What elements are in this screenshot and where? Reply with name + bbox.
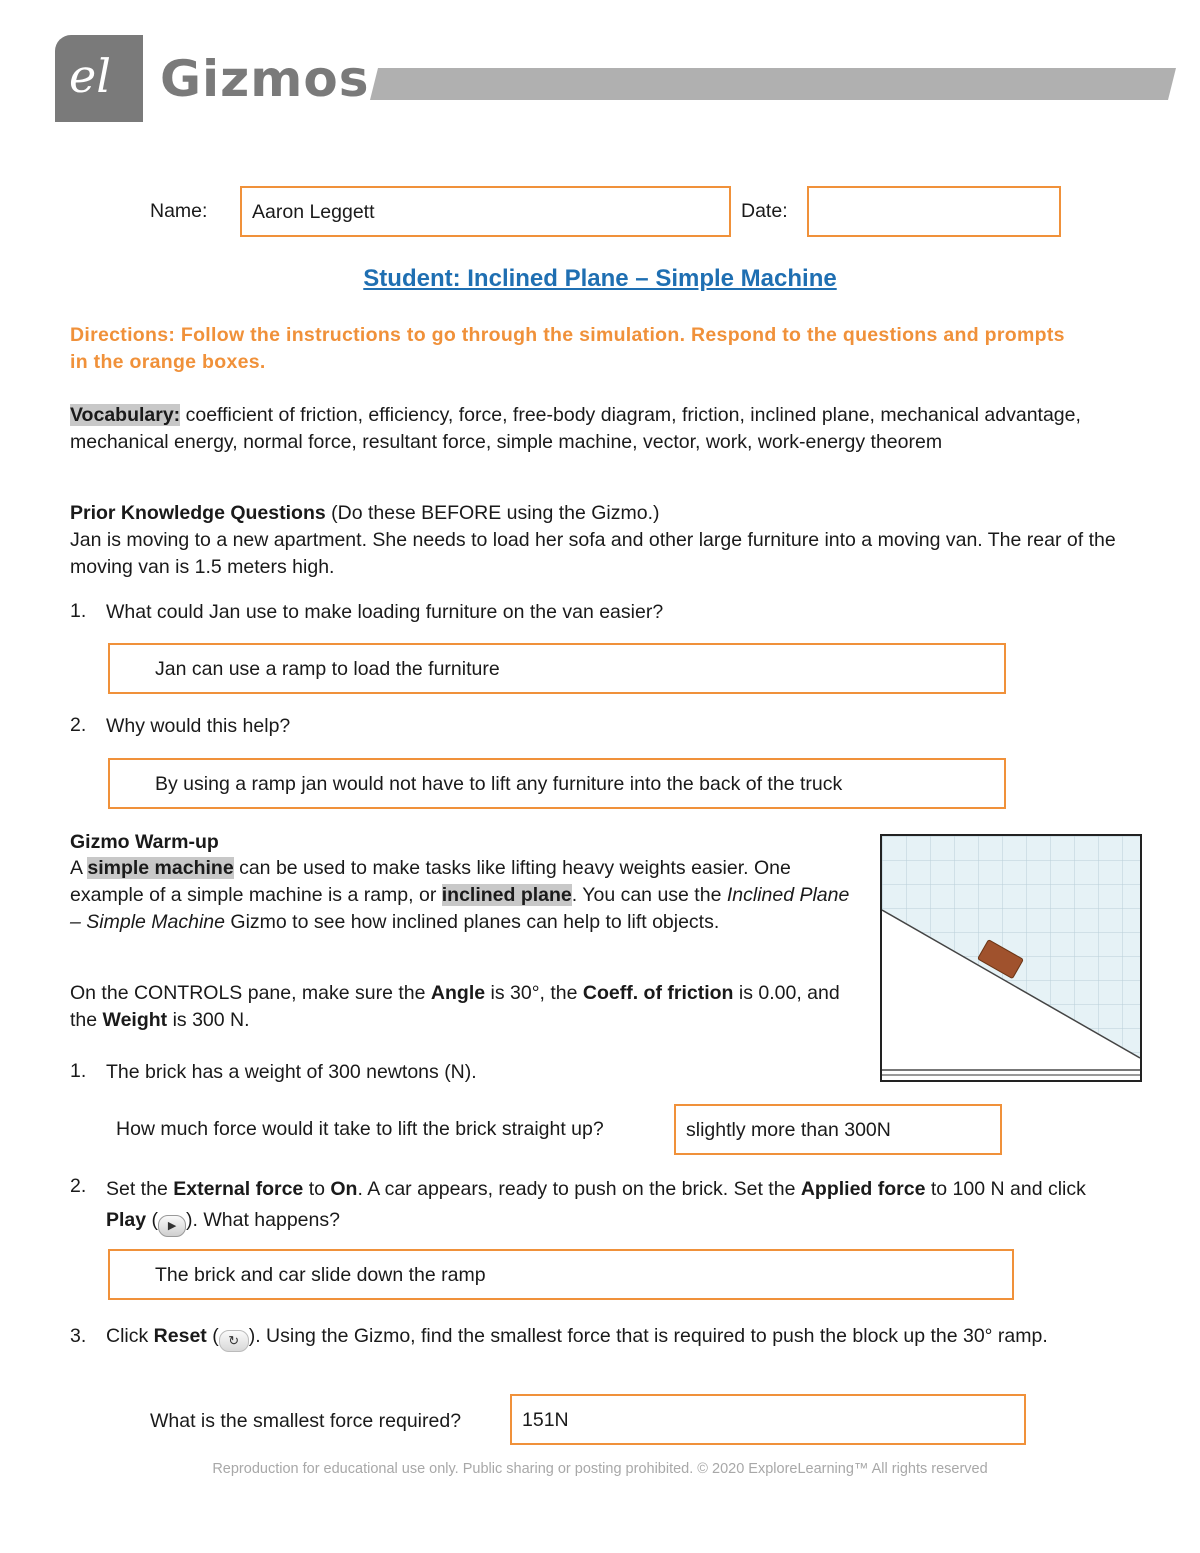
vocabulary [70,402,1105,456]
name-label: Name: [150,200,208,222]
answer-box-warmup-1[interactable] [674,1104,1002,1155]
directions: Directions: Follow the instructions to go through the simulation. Respond to the questions and prompts in the orange boxes. [70,324,1065,373]
answer-2: By using a ramp jan would not have to lift any furniture into the back of the truck [155,773,843,795]
warmup-q2: Set the External force to On. A car appears, ready to push on the brick. Set the Applied force to 100 N and click Play ( ▶ ). What happens? [106,1174,1116,1237]
reset-icon: ↻ [219,1330,249,1352]
warmup-q1-number: 1. [70,1060,87,1082]
prior-heading [70,500,660,527]
header-bar [370,68,1176,100]
prior-intro: Jan is moving to a new apartment. She needs to load her sofa and other large furniture into a moving van. The rear of the moving van is 1.5 meters high. [70,529,1116,578]
inclined-plane-svg [882,836,1140,1080]
answer-warmup-2: The brick and car slide down the ramp [155,1264,486,1286]
date-field[interactable] [807,186,1061,237]
warmup-q2-number: 2. [70,1175,87,1197]
answer-box-2[interactable] [108,758,1006,809]
term-simple-machine: simple machine [87,857,234,879]
warmup-q3-number: 3. [70,1325,87,1347]
warmup-heading: Gizmo Warm-up [70,831,219,853]
gizmo-name: Inclined Plane – Simple Machine [70,884,850,933]
prior-heading-note: (Do these BEFORE using the Gizmo.) [325,502,660,524]
term-inclined-plane: inclined plane [441,884,572,906]
vocabulary-label: Vocabulary: [70,404,181,426]
answer-box-warmup-3[interactable] [510,1394,1026,1445]
answer-box-warmup-2[interactable] [108,1249,1014,1300]
warmup-q1: The brick has a weight of 300 newtons (N). [106,1061,477,1083]
prior-q1: What could Jan use to make loading furniture on the van easier? [106,601,664,623]
logo-mark-text: el [69,49,111,103]
warmup-q3-sub: What is the smallest force required? [150,1410,462,1432]
header [0,0,1200,130]
answer-1: Jan can use a ramp to load the furniture [155,658,500,680]
inclined-plane-image [880,834,1142,1082]
logo-mark [55,35,143,122]
answer-warmup-1: slightly more than 300N [686,1119,891,1141]
date-label: Date: [741,200,788,222]
footer: Reproduction for educational use only. Public sharing or posting prohibited. © 2020 ExploreLearning™ All rights reserved [212,1461,988,1477]
brand-name: Gizmos [160,50,370,108]
prior-q2-number: 2. [70,714,87,736]
name-value: Aaron Leggett [252,201,375,223]
warmup-q1-sub: How much force would it take to lift the brick straight up? [116,1118,604,1140]
prior-q2: Why would this help? [106,715,291,737]
vocabulary-text: coefficient of friction, efficiency, force, free-body diagram, friction, inclined plane, mechanical advantage, mechanical energy, normal force, resultant force, simple machine, vector, work, work-energy theorem [70,404,1081,453]
warmup-paragraph-1: A simple machine can be used to make tasks like lifting heavy weights easier. One example of a simple machine is a ramp, or inclined plane. You can use the Inclined Plane – Simple Machine Gizmo to see how inclined planes can help to lift objects. [70,857,850,933]
prior-q1-number: 1. [70,600,87,622]
prior-heading-title: Prior Knowledge Questions [70,502,326,524]
warmup-paragraph-2: On the CONTROLS pane, make sure the Angle is 30°, the Coeff. of friction is 0.00, and the Weight is 300 N. [70,982,840,1031]
answer-box-1[interactable] [108,643,1006,694]
page-title: Student: Inclined Plane – Simple Machine [363,265,837,292]
play-icon: ▶ [158,1215,186,1237]
answer-warmup-3: 151N [522,1409,569,1431]
warmup-q3: Click Reset ( ↻ ). Using the Gizmo, find the smallest force that is required to push the block up the 30° ramp. [106,1323,1116,1352]
name-field[interactable] [240,186,731,237]
